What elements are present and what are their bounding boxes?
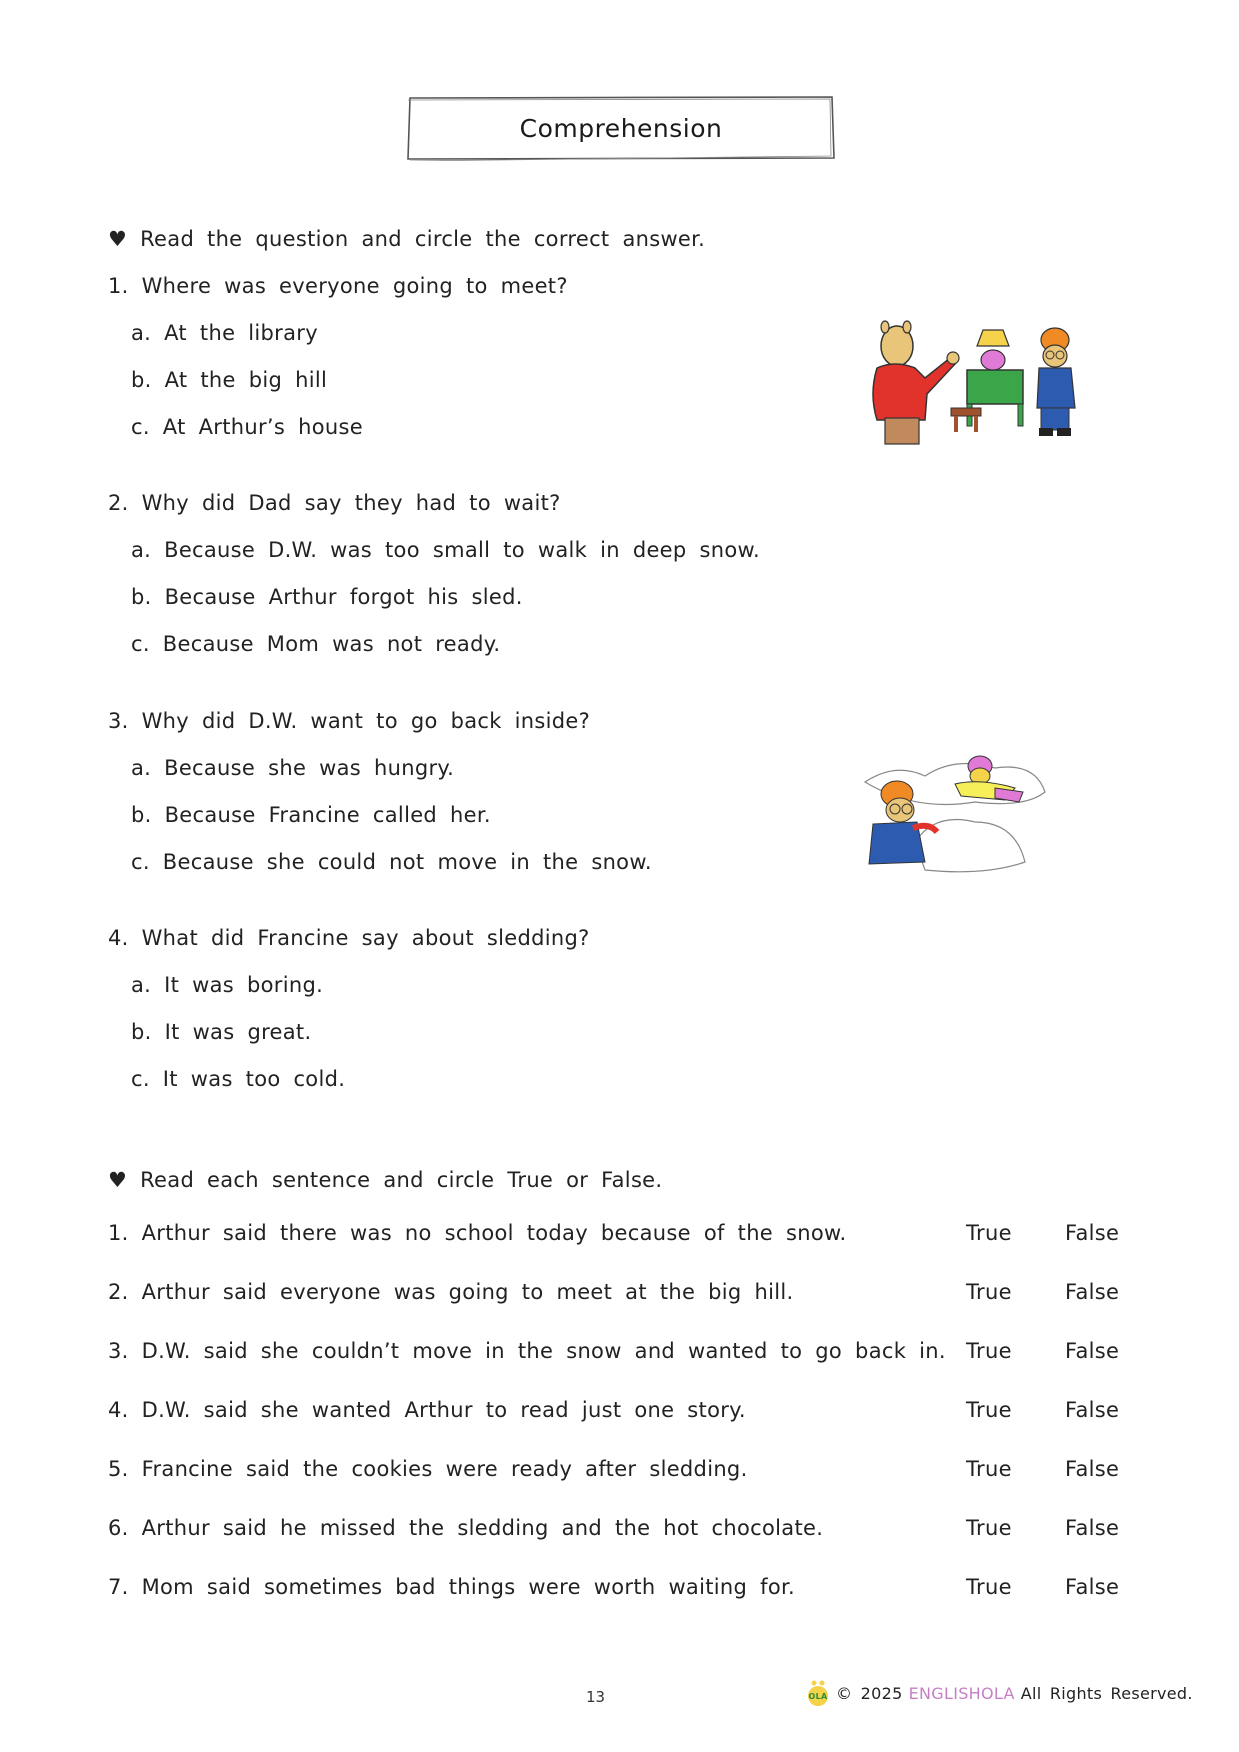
- question-3: 3. Why did D.W. want to go back inside?: [108, 709, 591, 733]
- question-2-option-b[interactable]: b. Because Arthur forgot his sled.: [131, 585, 523, 609]
- question-1-option-c[interactable]: c. At Arthur’s house: [131, 415, 363, 439]
- question-2-option-a[interactable]: a. Because D.W. was too small to walk in deep snow.: [131, 538, 761, 562]
- question-1-option-b[interactable]: b. At the big hill: [131, 368, 328, 392]
- question-3-option-b[interactable]: b. Because Francine called her.: [131, 803, 491, 827]
- question-4: 4. What did Francine say about sledding?: [108, 926, 590, 950]
- englishola-logo-icon: [806, 1678, 830, 1708]
- tf-item-7: 7. Mom said sometimes bad things were worth waiting for.: [108, 1575, 795, 1599]
- question-2: 2. Why did Dad say they had to wait?: [108, 491, 561, 515]
- question-1: 1. Where was everyone going to meet?: [108, 274, 568, 298]
- copyright: [806, 1678, 1193, 1708]
- logo-text: OLA: [808, 1692, 828, 1701]
- tf-item-3-true[interactable]: True: [966, 1339, 1012, 1363]
- tf-item-4-true[interactable]: True: [966, 1398, 1012, 1422]
- tf-item-5-false[interactable]: False: [1065, 1457, 1120, 1481]
- section1-instruction: ♥ Read the question and circle the correct answer.: [108, 227, 706, 251]
- brand-name: ENGLISHOLA: [908, 1683, 1015, 1703]
- question-3-option-c[interactable]: c. Because she could not move in the snow.: [131, 850, 652, 874]
- tf-item-3: 3. D.W. said she couldn’t move in the snow and wanted to go back in.: [108, 1339, 946, 1363]
- question-4-option-c[interactable]: c. It was too cold.: [131, 1067, 346, 1091]
- tf-item-2-true[interactable]: True: [966, 1280, 1012, 1304]
- tf-item-4-false[interactable]: False: [1065, 1398, 1120, 1422]
- page-title: Comprehension: [519, 113, 723, 143]
- tf-item-6: 6. Arthur said he missed the sledding and the hot chocolate.: [108, 1516, 824, 1540]
- tf-item-5: 5. Francine said the cookies were ready after sledding.: [108, 1457, 748, 1481]
- tf-item-1: 1. Arthur said there was no school today because of the snow.: [108, 1221, 847, 1245]
- title-box: [406, 95, 836, 161]
- section2-instruction: ♥ Read each sentence and circle True or False.: [108, 1168, 663, 1192]
- tf-item-1-true[interactable]: True: [966, 1221, 1012, 1245]
- page-number: 13: [586, 1688, 606, 1706]
- copyright-suffix: All Rights Reserved.: [1020, 1683, 1193, 1703]
- tf-item-7-true[interactable]: True: [966, 1575, 1012, 1599]
- tf-item-2-false[interactable]: False: [1065, 1280, 1120, 1304]
- question-4-option-b[interactable]: b. It was great.: [131, 1020, 312, 1044]
- illustration-dad-and-arthur: [855, 318, 1095, 448]
- tf-item-6-false[interactable]: False: [1065, 1516, 1120, 1540]
- tf-item-5-true[interactable]: True: [966, 1457, 1012, 1481]
- tf-item-1-false[interactable]: False: [1065, 1221, 1120, 1245]
- tf-item-4: 4. D.W. said she wanted Arthur to read just one story.: [108, 1398, 746, 1422]
- tf-item-6-true[interactable]: True: [966, 1516, 1012, 1540]
- copyright-prefix: © 2025: [836, 1683, 903, 1703]
- question-3-option-a[interactable]: a. Because she was hungry.: [131, 756, 455, 780]
- question-4-option-a[interactable]: a. It was boring.: [131, 973, 324, 997]
- tf-item-7-false[interactable]: False: [1065, 1575, 1120, 1599]
- question-2-option-c[interactable]: c. Because Mom was not ready.: [131, 632, 501, 656]
- tf-item-2: 2. Arthur said everyone was going to meet at the big hill.: [108, 1280, 794, 1304]
- question-1-option-a[interactable]: a. At the library: [131, 321, 318, 345]
- illustration-kids-in-snow: [855, 752, 1055, 882]
- tf-item-3-false[interactable]: False: [1065, 1339, 1120, 1363]
